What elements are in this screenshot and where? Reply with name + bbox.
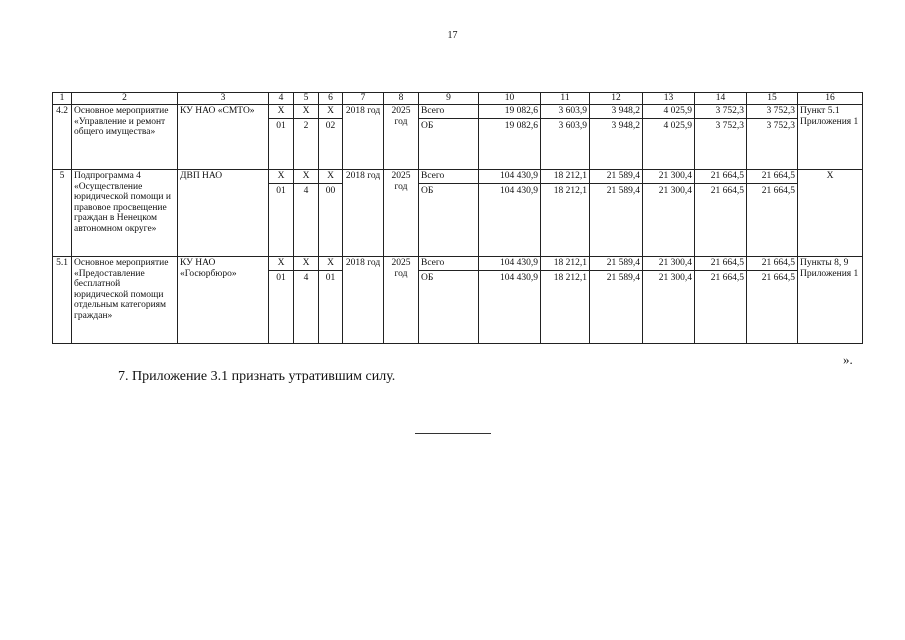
value-cell: 21 664,5 <box>695 170 747 184</box>
code-cell: 4 <box>294 271 319 344</box>
source-cell: Всего <box>419 170 479 184</box>
table-row <box>53 105 863 119</box>
value-cell: 3 752,3 <box>695 119 747 170</box>
header-cell: 16 <box>798 93 863 105</box>
budget-table <box>52 92 863 344</box>
header-cell: 13 <box>643 93 695 105</box>
header-cell: 8 <box>384 93 419 105</box>
start-year: 2018 год <box>343 105 384 170</box>
source-cell: ОБ <box>419 119 479 170</box>
code-cell: X <box>319 257 343 271</box>
row-executor: КУ НАО «СМТО» <box>178 105 269 170</box>
code-cell: 01 <box>269 184 294 257</box>
value-cell: 3 948,2 <box>590 105 643 119</box>
code-cell: 02 <box>319 119 343 170</box>
value-cell: 3 603,9 <box>541 119 590 170</box>
code-cell: 2 <box>294 119 319 170</box>
closing-quote: ». <box>843 352 853 367</box>
value-cell: 104 430,9 <box>479 184 541 257</box>
value-cell: 21 589,4 <box>590 257 643 271</box>
code-cell: 00 <box>319 184 343 257</box>
end-year: 2025 год <box>384 257 419 344</box>
value-cell: 18 212,1 <box>541 271 590 344</box>
value-cell: 18 212,1 <box>541 257 590 271</box>
end-rule <box>415 433 491 434</box>
value-cell: 21 589,4 <box>590 271 643 344</box>
header-cell: 4 <box>269 93 294 105</box>
end-year: 2025 год <box>384 170 419 257</box>
value-cell: 3 752,3 <box>747 119 798 170</box>
source-cell: Всего <box>419 257 479 271</box>
source-cell: ОБ <box>419 271 479 344</box>
value-cell: 21 664,5 <box>747 257 798 271</box>
code-cell: X <box>319 105 343 119</box>
code-cell: X <box>269 257 294 271</box>
row-note: Пункт 5.1 Приложения 1 <box>798 105 863 170</box>
code-cell: X <box>269 105 294 119</box>
start-year: 2018 год <box>343 170 384 257</box>
value-cell: 21 589,4 <box>590 170 643 184</box>
value-cell: 4 025,9 <box>643 119 695 170</box>
row-number: 5 <box>53 170 72 257</box>
value-cell: 104 430,9 <box>479 271 541 344</box>
code-cell: X <box>269 170 294 184</box>
value-cell: 19 082,6 <box>479 105 541 119</box>
header-cell: 2 <box>72 93 178 105</box>
value-cell: 18 212,1 <box>541 170 590 184</box>
source-cell: ОБ <box>419 184 479 257</box>
code-cell: X <box>294 257 319 271</box>
header-cell: 11 <box>541 93 590 105</box>
header-cell: 6 <box>319 93 343 105</box>
paragraph: 7. Приложение 3.1 признать утратившим силу. <box>118 369 396 384</box>
value-cell: 104 430,9 <box>479 170 541 184</box>
row-name: Подпрограмма 4 «Осуществление юридической помощи и правовое просвещение граждан в Ненецком автономном округе» <box>72 170 178 257</box>
code-cell: X <box>294 105 319 119</box>
value-cell: 21 664,5 <box>747 170 798 184</box>
row-number: 4.2 <box>53 105 72 170</box>
value-cell: 3 603,9 <box>541 105 590 119</box>
code-cell: 01 <box>269 271 294 344</box>
row-executor: ДВП НАО <box>178 170 269 257</box>
row-name: Основное мероприятие «Управление и ремонт общего имущества» <box>72 105 178 170</box>
code-cell: X <box>319 170 343 184</box>
value-cell: 21 589,4 <box>590 184 643 257</box>
row-note: X <box>798 170 863 257</box>
code-cell: X <box>294 170 319 184</box>
page-number: 17 <box>447 30 458 41</box>
value-cell: 3 752,3 <box>695 105 747 119</box>
header-cell: 1 <box>53 93 72 105</box>
table-row <box>53 170 863 184</box>
code-cell: 01 <box>319 271 343 344</box>
header-cell: 9 <box>419 93 479 105</box>
value-cell: 18 212,1 <box>541 184 590 257</box>
header-cell: 7 <box>343 93 384 105</box>
value-cell: 21 300,4 <box>643 170 695 184</box>
value-cell: 21 664,5 <box>747 271 798 344</box>
value-cell: 3 752,3 <box>747 105 798 119</box>
table-row <box>53 257 863 271</box>
end-year: 2025 год <box>384 105 419 170</box>
value-cell: 21 664,5 <box>747 184 798 257</box>
value-cell: 21 300,4 <box>643 257 695 271</box>
header-row <box>53 93 863 105</box>
header-cell: 14 <box>695 93 747 105</box>
value-cell: 21 664,5 <box>695 184 747 257</box>
value-cell: 21 300,4 <box>643 271 695 344</box>
code-cell: 01 <box>269 119 294 170</box>
value-cell: 21 300,4 <box>643 184 695 257</box>
value-cell: 19 082,6 <box>479 119 541 170</box>
header-cell: 3 <box>178 93 269 105</box>
row-note: Пункты 8, 9 Приложения 1 <box>798 257 863 344</box>
row-executor: КУ НАО «Госюрбюро» <box>178 257 269 344</box>
value-cell: 21 664,5 <box>695 257 747 271</box>
row-name: Основное мероприятие «Предоставление бесплатной юридической помощи отдельным категориям граждан» <box>72 257 178 344</box>
value-cell: 4 025,9 <box>643 105 695 119</box>
header-cell: 12 <box>590 93 643 105</box>
header-cell: 5 <box>294 93 319 105</box>
source-cell: Всего <box>419 105 479 119</box>
row-number: 5.1 <box>53 257 72 344</box>
header-cell: 10 <box>479 93 541 105</box>
start-year: 2018 год <box>343 257 384 344</box>
value-cell: 3 948,2 <box>590 119 643 170</box>
value-cell: 104 430,9 <box>479 257 541 271</box>
code-cell: 4 <box>294 184 319 257</box>
header-cell: 15 <box>747 93 798 105</box>
value-cell: 21 664,5 <box>695 271 747 344</box>
